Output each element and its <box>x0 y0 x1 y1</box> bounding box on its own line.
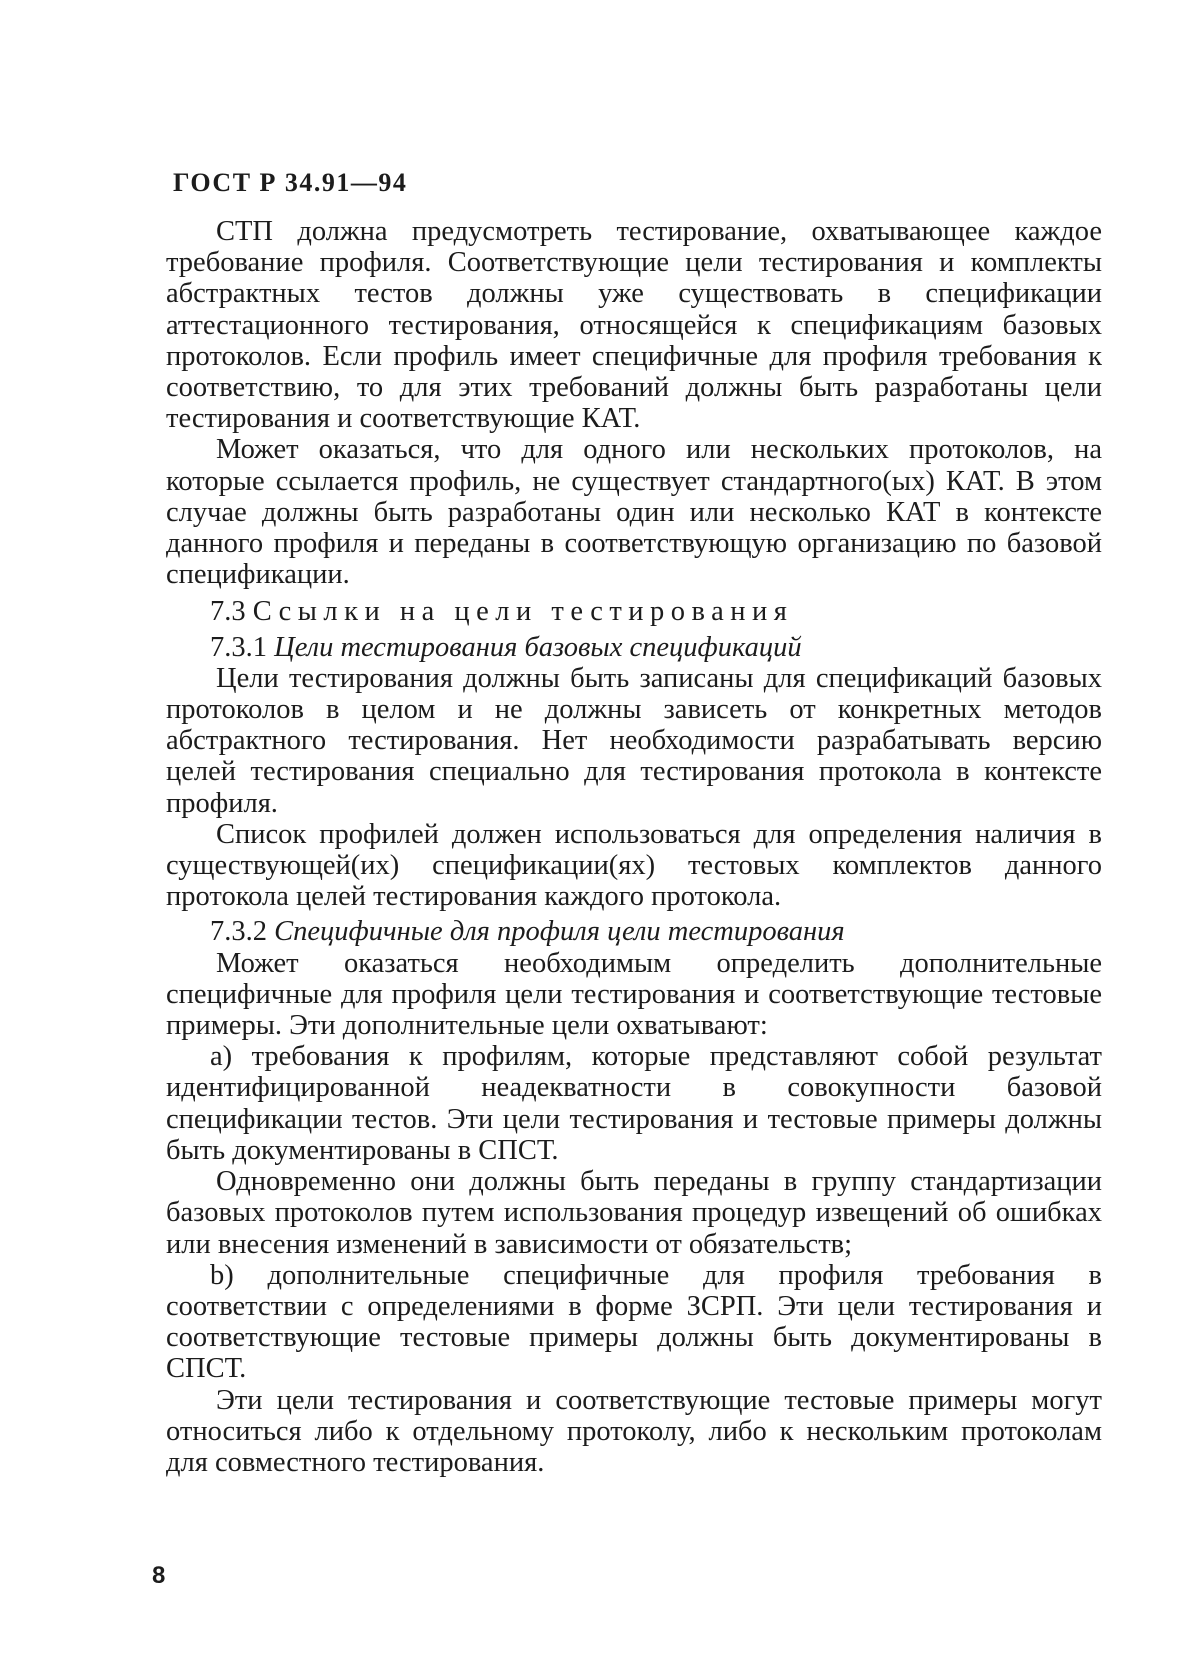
page-number: 8 <box>152 1562 166 1589</box>
section-7-3-1-number: 7.3.1 <box>210 631 267 663</box>
paragraph-stp-testing: СТП должна предусмотреть тестирование, охватывающее каждое требование профиля. Соответствующие цели тестирования и комплекты абстрактных тестов должны уже существовать в спецификации аттестационного тестирования, относящейся к спецификациям базовых протоколов. Если профиль имеет специфичные для профиля требования к соответствию, то для этих требований должны быть разработаны цели тестирования и соответствующие КАТ. <box>166 216 1102 435</box>
paragraph-additional-purposes: Может оказаться необходимым определить дополнительные специфичные для профиля цели тестирования и соответствующие тестовые примеры. Эти дополнительные цели охватывают: <box>166 947 1102 1042</box>
section-7-3-2-title: Специфичные для профиля цели тестирования <box>274 916 845 948</box>
list-item-b: b) дополнительные специфичные для профиля требования в соответствии с определениями в форме ЗСРП. Эти цели тестирования и соответствующие тестовые примеры должны быть документированы в СПСТ. <box>166 1259 1102 1385</box>
section-7-3-2-heading <box>166 916 1102 947</box>
section-7-3-1-title: Цели тестирования базовых спецификаций <box>274 631 802 663</box>
section-7-3-1-heading <box>166 632 1102 663</box>
paragraph-base-spec-purposes: Цели тестирования должны быть записаны для спецификаций базовых протоколов в целом и не должны зависеть от конкретных методов абстрактного тестирования. Нет необходимости разрабатывать версию целей тестирования специально для тестирования протокола в контексте профиля. <box>166 662 1102 819</box>
section-7-3-2-number: 7.3.2 <box>210 916 267 948</box>
list-item-a: а) требования к профилям, которые представляют собой результат идентифицированной неадекватности в совокупности базовой спецификации тестов. Эти цели тестирования и тестовые примеры должны быть документированы в СПСТ. <box>166 1041 1102 1166</box>
document-code-header: ГОСТ Р 34.91—94 <box>173 168 408 197</box>
paragraph-final: Эти цели тестирования и соответствующие тестовые примеры могут относиться либо к отдельному протоколу, либо к нескольким протоколам для совместного тестирования. <box>166 1384 1102 1478</box>
paragraph-item-a-continued: Одновременно они должны быть переданы в группу стандартизации базовых протоколов путем использования процедур извещений об ошибках или внесения изменений в зависимости от обязательств; <box>166 1166 1102 1260</box>
paragraph-missing-kat: Может оказаться, что для одного или нескольких протоколов, на которые ссылается профиль, не существует стандартного(ых) КАТ. В этом случае должны быть разработаны один или несколько КАТ в контексте данного профиля и переданы в соответствующую организацию по базовой спецификации. <box>166 434 1102 591</box>
section-7-3-heading <box>166 596 1102 627</box>
paragraph-profile-list: Список профилей должен использоваться для определения наличия в существующей(их) спецификации(ях) тестовых комплектов данного протокола целей тестирования каждого протокола. <box>166 818 1102 913</box>
section-7-3-title: Ссылки на цели тестирования <box>252 596 794 628</box>
document-body <box>166 216 1102 1478</box>
section-7-3-number: 7.3 <box>210 596 246 628</box>
